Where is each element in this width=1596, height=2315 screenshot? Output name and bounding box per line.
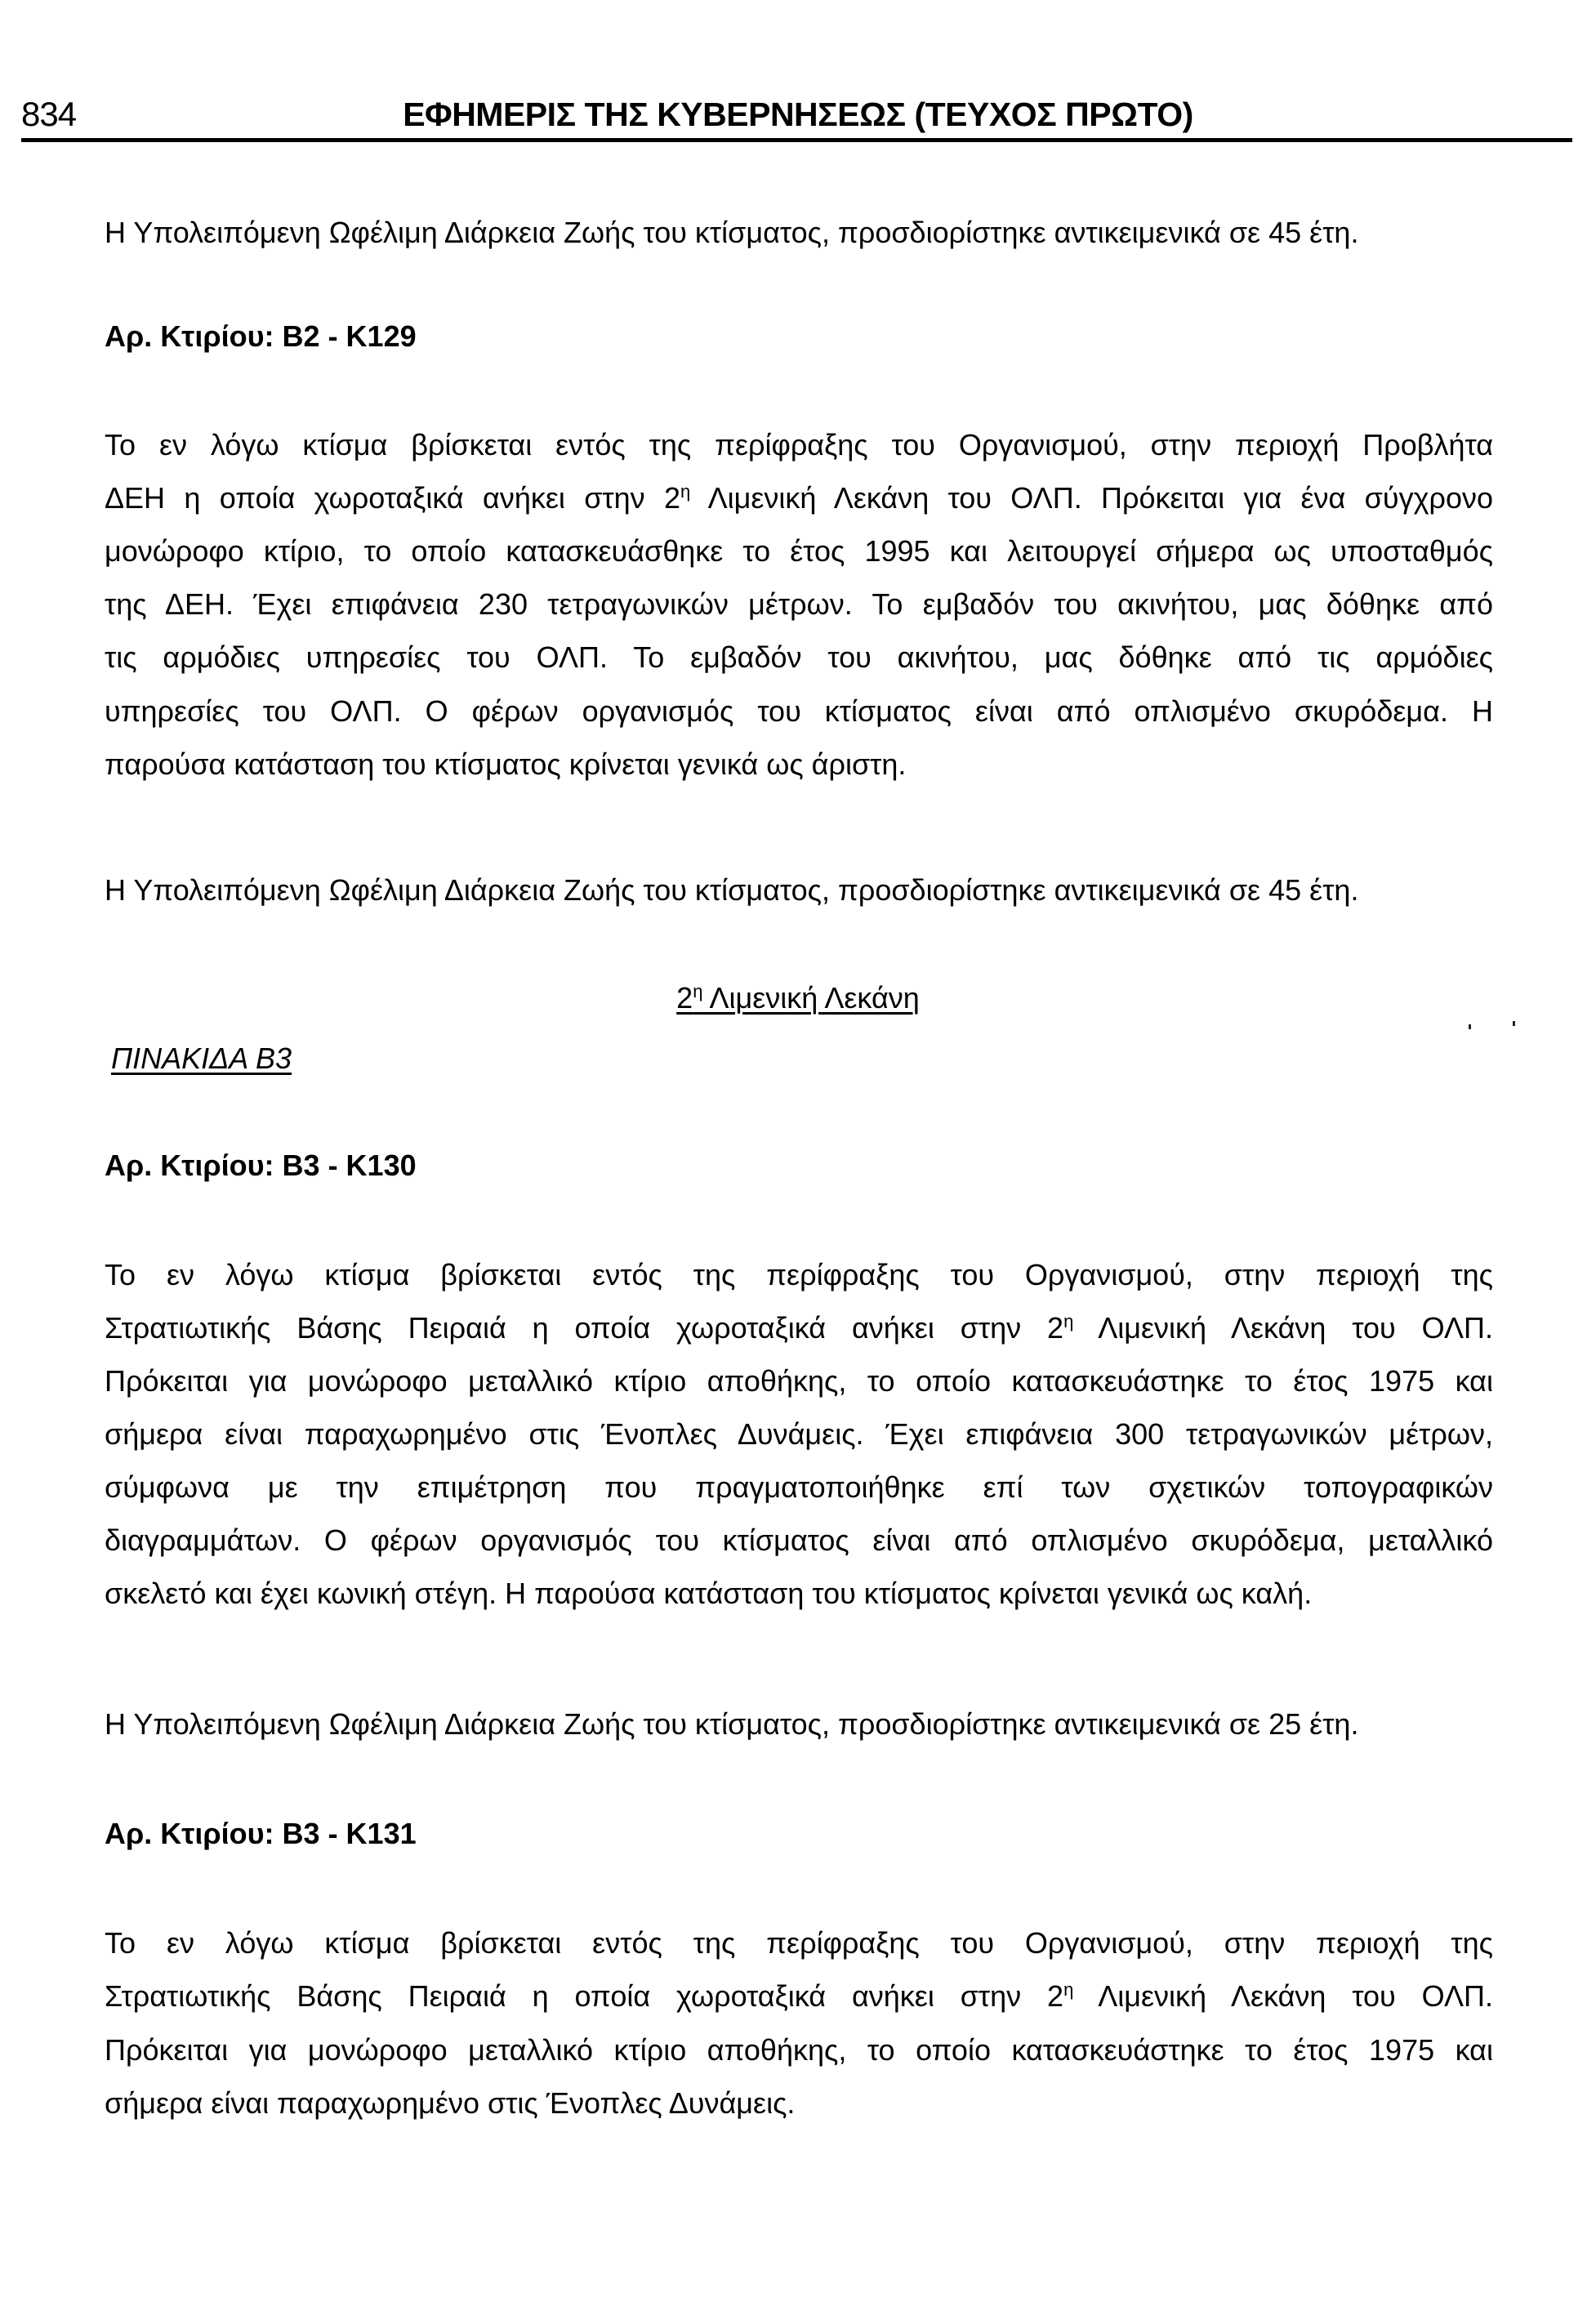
running-head-title: ΕΦΗΜΕΡΙΣ ΤΗΣ ΚΥΒΕΡΝΗΣΕΩΣ (ΤΕΥΧΟΣ ΠΡΩΤΟ) — [403, 96, 1193, 133]
paragraph-line: της ΔΕΗ. Έχει επιφάνεια 230 τετραγωνικών μέτρων. Το εμβαδόν του ακινήτου, μας δόθηκε από — [105, 587, 1493, 621]
paragraph-line: σκελετό και έχει κωνική στέγη. Η παρούσα κατάσταση του κτίσματος κρίνεται γενικά ως καλή. — [105, 1577, 1313, 1610]
intro-remaining-life: Η Υπολειπόμενη Ωφέλιμη Διάρκεια Ζωής του κτίσματος, προσδιορίστηκε αντικειμενικά σε 45 έτη. — [105, 216, 1359, 249]
paragraph-line: Το εν λόγω κτίσμα βρίσκεται εντός της περίφραξης του Οργανισμού, στην περιοχή Προβλήτα — [105, 428, 1493, 462]
paragraph-line: Το εν λόγω κτίσμα βρίσκεται εντός της περίφραξης του Οργανισμού, στην περιοχή της — [105, 1258, 1493, 1291]
paragraph-line: ΔΕΗ η οποία χωροταξικά ανήκει στην $2^\eta$ Λιμενική Λεκάνη του ΟΛΠ. Πρόκειται για ένα σύγχρονο — [105, 481, 1493, 515]
section-heading-2nd-port-basin: $2^\eta$ Λιμενική Λεκάνη — [676, 981, 920, 1015]
remaining-life-b2-k129: Η Υπολειπόμενη Ωφέλιμη Διάρκεια Ζωής του κτίσματος, προσδιορίστηκε αντικειμενικά σε 45 έτη. — [105, 873, 1359, 907]
building-id-b3-k130: Αρ. Κτιρίου: Β3 - Κ130 — [105, 1149, 417, 1182]
paragraph-line: μονώροφο κτίριο, το οποίο κατασκευάσθηκε το έτος 1995 και λειτουργεί σήμερα ως υποσταθμός — [105, 534, 1493, 568]
scan-speck — [1469, 1024, 1471, 1029]
paragraph-line: Πρόκειται για μονώροφο μεταλλικό κτίριο αποθήκης, το οποίο κατασκευάστηκε το έτος 1975 και — [105, 1364, 1493, 1398]
paragraph-line: τις αρμόδιες υπηρεσίες του ΟΛΠ. Το εμβαδόν του ακινήτου, μας δόθηκε από τις αρμόδιες — [105, 640, 1493, 674]
building-id-b2-k129: Αρ. Κτιρίου: Β2 - Κ129 — [105, 319, 417, 353]
paragraph-line: Στρατιωτικής Βάσης Πειραιά η οποία χωροταξικά ανήκει στην $2^\eta$ Λιμενική Λεκάνη του ΟΛΠ. — [105, 1979, 1494, 2013]
paragraph-line: παρούσα κατάσταση του κτίσματος κρίνεται γενικά ως άριστη. — [105, 747, 907, 781]
paragraph-line: σήμερα είναι παραχωρημένο στις Ένοπλες Δυνάμεις. — [105, 2086, 796, 2120]
header-rule — [21, 138, 1572, 142]
paragraph-line: Το εν λόγω κτίσμα βρίσκεται εντός της περίφραξης του Οργανισμού, στην περιοχή της — [105, 1926, 1493, 1960]
paragraph-line: διαγραμμάτων. Ο φέρων οργανισμός του κτίσματος είναι από οπλισμένο σκυρόδεμα, μεταλλικό — [105, 1523, 1493, 1557]
building-id-b3-k131: Αρ. Κτιρίου: Β3 - Κ131 — [105, 1817, 417, 1850]
page-number: 834 — [21, 95, 77, 133]
paragraph-line: σύμφωνα με την επιμέτρηση που πραγματοποιήθηκε επί των σχετικών τοπογραφικών — [105, 1470, 1493, 1504]
scan-speck — [1513, 1021, 1515, 1026]
sign-heading-b3: ΠΙΝΑΚΙΔΑ Β3 — [111, 1042, 292, 1075]
paragraph-line: Πρόκειται για μονώροφο μεταλλικό κτίριο αποθήκης, το οποίο κατασκευάστηκε το έτος 1975 και — [105, 2033, 1493, 2067]
paragraph-line: Στρατιωτικής Βάσης Πειραιά η οποία χωροταξικά ανήκει στην $2^\eta$ Λιμενική Λεκάνη του ΟΛΠ. — [105, 1311, 1494, 1345]
remaining-life-b3-k130: Η Υπολειπόμενη Ωφέλιμη Διάρκεια Ζωής του κτίσματος, προσδιορίστηκε αντικειμενικά σε 25 έτη. — [105, 1707, 1359, 1741]
paragraph-line: υπηρεσίες του ΟΛΠ. Ο φέρων οργανισμός του κτίσματος είναι από οπλισμένο σκυρόδεμα. Η — [105, 694, 1493, 728]
paragraph-line: σήμερα είναι παραχωρημένο στις Ένοπλες Δυνάμεις. Έχει επιφάνεια 300 τετραγωνικών μέτρων, — [105, 1417, 1493, 1451]
